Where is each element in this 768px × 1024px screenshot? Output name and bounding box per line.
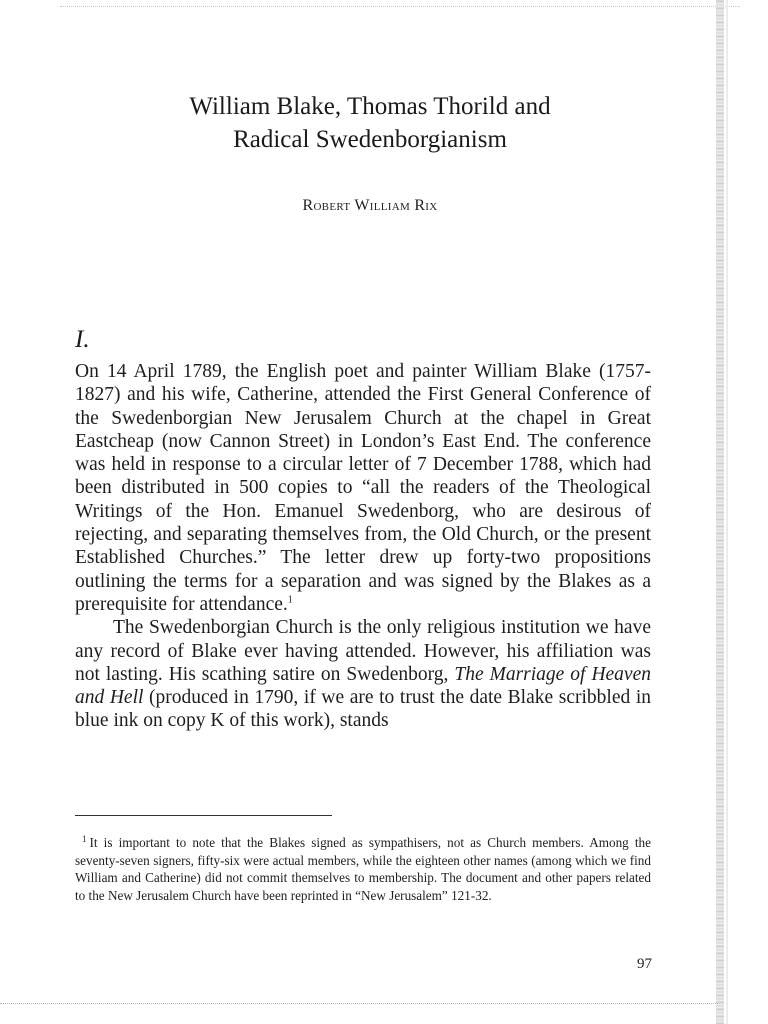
scan-edge-bottom <box>0 1003 718 1004</box>
page-number: 97 <box>637 956 652 972</box>
work-title: The Marriage of Heaven and Hell <box>75 663 651 709</box>
scan-edge-right-shadow <box>726 0 728 1024</box>
scan-edge-right <box>716 0 724 1024</box>
footnote-divider <box>75 815 332 816</box>
article-title-line-1: William Blake, Thomas Thorild and <box>189 93 551 120</box>
paragraph-2 <box>75 616 651 732</box>
footnote-reference[interactable]: 1 <box>287 594 293 606</box>
article-title-line-2: Radical Swedenborgianism <box>233 126 507 153</box>
footnote-1 <box>75 834 651 904</box>
paragraph-1-text: On 14 April 1789, the English poet and painter William Blake (1757-1827) and his wife, Catherine, attended the First General Conference of the Swedenborgian New Jerusalem Church at the chapel in Great Eastcheap (now Cannon Street) in London’s East End. The conference was held in response to a circular letter of 7 December 1788, which had been distributed in 500 copies to “all the readers of the Theological Writings of the Hon. Emanuel Swedenborg, who are desirous of rejecting, and separating themselves from, the Old Church, or the present Established Churches.” The letter drew up forty-two propositions outlining the terms for a separation and was signed by the Blakes as a prerequisite for attendance. <box>75 361 651 615</box>
paragraph-1 <box>75 360 651 616</box>
paragraph-2-text-start: The Swedenborgian Church is the only religious institution we have any record of Blake ever having attended. However, his affiliation was not lasting. His scathing satire on Swedenborg, <box>75 617 651 685</box>
body-text <box>75 360 651 733</box>
scan-edge-top <box>60 6 740 7</box>
paragraph-2-text-end: (produced in 1790, if we are to trust the date Blake scribbled in blue ink on copy K of this work), stands <box>75 687 651 732</box>
footnote-text: It is important to note that the Blakes signed as sympathisers, not as Church members. Among the seventy-seven signers, fifty-six were actual members, while the eighteen other names (among which we find William and Catherine) did not commit themselves to membership. The document and other papers related to the New Jerusalem Church have been reprinted in “New Jerusalem” 121-32. <box>75 835 651 903</box>
footnote-number: 1 <box>82 833 87 844</box>
section-heading: I. <box>75 326 90 353</box>
article-title <box>90 90 650 156</box>
author-name: Robert William Rix <box>302 197 438 214</box>
